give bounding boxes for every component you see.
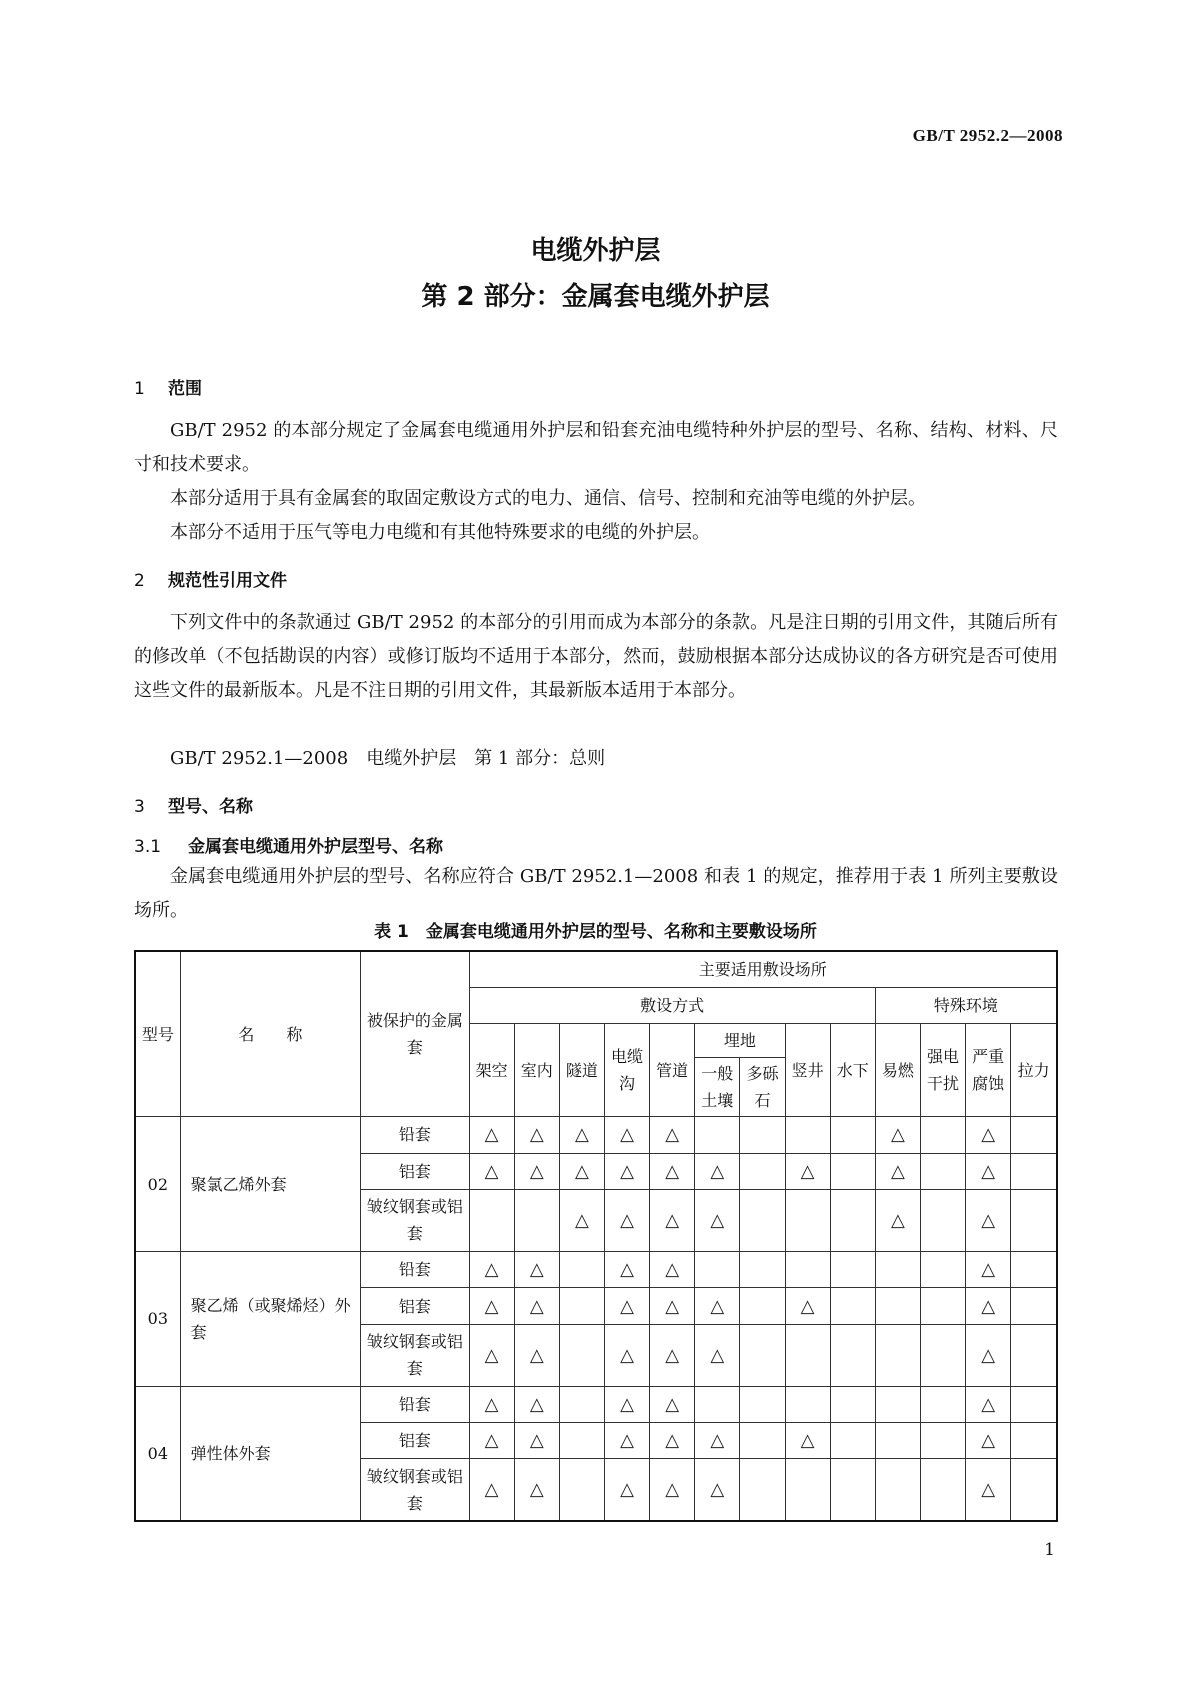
applicability-cell	[875, 1117, 920, 1153]
applicability-cell	[469, 1324, 514, 1386]
applicability-cell	[830, 1386, 875, 1422]
applicability-cell	[966, 1423, 1011, 1459]
section-1-paragraph-2: 本部分适用于具有金属套的取固定敷设方式的电力、通信、信号、控制和充油等电缆的外护层。	[170, 488, 926, 509]
applicability-cell	[740, 1251, 785, 1287]
header-buried: 埋地	[695, 1024, 785, 1058]
type-code: 03	[135, 1251, 180, 1386]
applicability-cell	[514, 1117, 559, 1153]
applicability-cell	[695, 1459, 740, 1521]
protected-sheath: 皱纹钢套或铝套	[361, 1324, 469, 1386]
triangle-mark: △	[890, 1124, 905, 1146]
applicability-cell	[650, 1251, 695, 1287]
header-duct: 管道	[650, 1024, 695, 1117]
section-2-paragraph-1: 下列文件中的条款通过 GB/T 2952 的本部分的引用而成为本部分的条款。凡是注日期的引用文件，其随后所有的修改单（不包括勘误的内容）或修订版均不适用于本部分，然而，鼓励根据本部分达成协议的各方研究是否可使用这些文件的最新版本。凡是不注日期的引用文件，其最新版本适用于本部分。	[134, 612, 1058, 701]
triangle-mark: △	[800, 1430, 815, 1452]
triangle-mark: △	[484, 1344, 499, 1366]
applicability-cell	[1011, 1386, 1057, 1422]
applicability-cell	[514, 1324, 559, 1386]
section-1-paragraph-3: 本部分不适用于压气等电力电缆和有其他特殊要求的电缆的外护层。	[170, 522, 710, 543]
section-number: 1	[134, 379, 145, 399]
applicability-cell	[650, 1459, 695, 1521]
section-title: 范围	[168, 379, 202, 399]
document-subtitle: 第 2 部分：金属套电缆外护层	[421, 282, 770, 312]
applicability-cell	[650, 1386, 695, 1422]
section-title: 型号、名称	[168, 797, 253, 817]
applicability-cell	[785, 1251, 830, 1287]
protected-sheath: 铝套	[361, 1423, 469, 1459]
header-special-environment: 特殊环境	[875, 987, 1057, 1023]
applicability-cell	[469, 1189, 514, 1251]
applicability-cell	[785, 1117, 830, 1153]
applicability-cell	[650, 1189, 695, 1251]
header-type: 型号	[135, 951, 180, 1117]
applicability-cell	[875, 1386, 920, 1422]
applicability-cell	[785, 1459, 830, 1521]
triangle-mark: △	[529, 1124, 544, 1146]
applicability-cell	[875, 1189, 920, 1251]
applicability-cell	[830, 1189, 875, 1251]
applicability-cell	[875, 1324, 920, 1386]
applicability-cell	[559, 1189, 604, 1251]
applicability-cell	[695, 1386, 740, 1422]
applicability-cell	[650, 1153, 695, 1189]
table-body	[135, 1117, 1057, 1521]
table-caption: 表 1 金属套电缆通用外护层的型号、名称和主要敷设场所	[374, 922, 817, 942]
applicability-cell	[469, 1251, 514, 1287]
type-code: 02	[135, 1117, 180, 1252]
applicability-cell	[604, 1251, 649, 1287]
triangle-mark: △	[529, 1479, 544, 1501]
header-tension: 拉力	[1011, 1024, 1057, 1117]
cable-sheath-table	[134, 950, 1058, 1522]
triangle-mark: △	[620, 1295, 634, 1317]
applicability-cell	[650, 1117, 695, 1153]
triangle-mark: △	[710, 1295, 725, 1317]
applicability-cell	[695, 1288, 740, 1324]
applicability-cell	[966, 1324, 1011, 1386]
triangle-mark: △	[620, 1209, 634, 1231]
triangle-mark: △	[529, 1393, 544, 1415]
header-severe-corrosion: 严重腐蚀	[966, 1024, 1011, 1117]
applicability-cell	[695, 1153, 740, 1189]
triangle-mark: △	[665, 1209, 680, 1231]
header-aerial: 架空	[469, 1024, 514, 1117]
sheath-name: 弹性体外套	[180, 1386, 361, 1521]
section-3-1-paragraph: 金属套电缆通用外护层的型号、名称应符合 GB/T 2952.1—2008 和表 1 的规定，推荐用于表 1 所列主要敷设场所。	[134, 866, 1058, 921]
applicability-cell	[469, 1117, 514, 1153]
applicability-cell	[469, 1423, 514, 1459]
type-code: 04	[135, 1386, 180, 1521]
applicability-cell	[785, 1153, 830, 1189]
applicability-cell	[1011, 1423, 1057, 1459]
triangle-mark: △	[800, 1160, 815, 1182]
header-indoor: 室内	[514, 1024, 559, 1117]
section-number: 3	[134, 797, 145, 817]
triangle-mark: △	[981, 1160, 996, 1182]
applicability-cell	[920, 1324, 965, 1386]
applicability-cell	[785, 1288, 830, 1324]
applicability-cell	[830, 1153, 875, 1189]
header-general-soil: 一般土壤	[695, 1058, 740, 1117]
triangle-mark: △	[981, 1209, 996, 1231]
applicability-cell	[559, 1386, 604, 1422]
applicability-cell	[695, 1324, 740, 1386]
applicability-cell	[469, 1459, 514, 1521]
applicability-cell	[604, 1423, 649, 1459]
section-3-heading	[134, 792, 253, 817]
triangle-mark: △	[800, 1295, 815, 1317]
protected-sheath: 铝套	[361, 1288, 469, 1324]
applicability-cell	[966, 1386, 1011, 1422]
applicability-cell	[920, 1153, 965, 1189]
applicability-cell	[740, 1288, 785, 1324]
applicability-cell	[650, 1324, 695, 1386]
applicability-cell	[740, 1386, 785, 1422]
section-2-heading	[134, 566, 287, 591]
applicability-cell	[830, 1324, 875, 1386]
applicability-cell	[514, 1251, 559, 1287]
applicability-cell	[514, 1459, 559, 1521]
triangle-mark: △	[620, 1259, 634, 1281]
applicability-cell	[920, 1251, 965, 1287]
triangle-mark: △	[981, 1295, 996, 1317]
applicability-cell	[740, 1117, 785, 1153]
applicability-cell	[740, 1459, 785, 1521]
triangle-mark: △	[710, 1430, 725, 1452]
triangle-mark: △	[574, 1209, 589, 1231]
triangle-mark: △	[665, 1295, 680, 1317]
applicability-cell	[1011, 1117, 1057, 1153]
applicability-cell	[785, 1386, 830, 1422]
protected-sheath: 铅套	[361, 1117, 469, 1153]
applicability-cell	[830, 1288, 875, 1324]
header-name: 名 称	[180, 951, 361, 1117]
applicability-cell	[1011, 1324, 1057, 1386]
header-main-sites: 主要适用敷设场所	[469, 951, 1057, 987]
triangle-mark: △	[484, 1479, 499, 1501]
triangle-mark: △	[620, 1430, 634, 1452]
applicability-cell	[966, 1189, 1011, 1251]
triangle-mark: △	[710, 1344, 725, 1366]
header-strong-interference: 强电干扰	[920, 1024, 965, 1117]
protected-sheath: 铝套	[361, 1153, 469, 1189]
protected-sheath: 铅套	[361, 1251, 469, 1287]
applicability-cell	[966, 1288, 1011, 1324]
header-gravel: 多砾石	[740, 1058, 785, 1117]
sheath-name: 聚乙烯（或聚烯烃）外套	[180, 1251, 361, 1386]
applicability-cell	[604, 1386, 649, 1422]
applicability-cell	[604, 1117, 649, 1153]
applicability-cell	[695, 1251, 740, 1287]
applicability-cell	[785, 1423, 830, 1459]
triangle-mark: △	[981, 1344, 996, 1366]
subsection-3-1-heading	[134, 832, 443, 857]
triangle-mark: △	[529, 1430, 544, 1452]
applicability-cell	[1011, 1153, 1057, 1189]
protected-sheath: 皱纹钢套或铝套	[361, 1459, 469, 1521]
triangle-mark: △	[981, 1393, 996, 1415]
applicability-cell	[875, 1288, 920, 1324]
applicability-cell	[740, 1423, 785, 1459]
applicability-cell	[920, 1459, 965, 1521]
applicability-cell	[514, 1189, 559, 1251]
applicability-cell	[559, 1459, 604, 1521]
applicability-cell	[830, 1117, 875, 1153]
section-title: 规范性引用文件	[168, 571, 287, 591]
triangle-mark: △	[620, 1344, 634, 1366]
section-1-heading	[134, 374, 202, 399]
header-protected-sheath: 被保护的金属套	[361, 951, 469, 1117]
table-row	[135, 1251, 1057, 1287]
applicability-cell	[830, 1251, 875, 1287]
triangle-mark: △	[484, 1160, 499, 1182]
applicability-cell	[740, 1153, 785, 1189]
triangle-mark: △	[484, 1259, 499, 1281]
applicability-cell	[966, 1153, 1011, 1189]
applicability-cell	[920, 1386, 965, 1422]
triangle-mark: △	[484, 1295, 499, 1317]
applicability-cell	[650, 1423, 695, 1459]
triangle-mark: △	[981, 1479, 996, 1501]
applicability-cell	[966, 1459, 1011, 1521]
applicability-cell	[1011, 1251, 1057, 1287]
triangle-mark: △	[484, 1124, 499, 1146]
applicability-cell	[559, 1117, 604, 1153]
applicability-cell	[604, 1153, 649, 1189]
triangle-mark: △	[620, 1124, 634, 1146]
triangle-mark: △	[710, 1209, 725, 1231]
applicability-cell	[920, 1423, 965, 1459]
triangle-mark: △	[529, 1259, 544, 1281]
subsection-number: 3.1	[134, 837, 162, 857]
triangle-mark: △	[665, 1160, 680, 1182]
triangle-mark: △	[620, 1479, 634, 1501]
protected-sheath: 铅套	[361, 1386, 469, 1422]
header-tunnel: 隧道	[559, 1024, 604, 1117]
triangle-mark: △	[665, 1479, 680, 1501]
applicability-cell	[469, 1288, 514, 1324]
applicability-cell	[740, 1324, 785, 1386]
triangle-mark: △	[484, 1430, 499, 1452]
triangle-mark: △	[574, 1124, 589, 1146]
applicability-cell	[740, 1189, 785, 1251]
applicability-cell	[785, 1324, 830, 1386]
applicability-cell	[875, 1423, 920, 1459]
triangle-mark: △	[710, 1160, 725, 1182]
applicability-cell	[514, 1153, 559, 1189]
applicability-cell	[875, 1251, 920, 1287]
table-row	[135, 1386, 1057, 1422]
applicability-cell	[1011, 1288, 1057, 1324]
triangle-mark: △	[981, 1259, 996, 1281]
triangle-mark: △	[529, 1344, 544, 1366]
triangle-mark: △	[710, 1479, 725, 1501]
applicability-cell	[604, 1324, 649, 1386]
applicability-cell	[695, 1423, 740, 1459]
triangle-mark: △	[665, 1259, 680, 1281]
applicability-cell	[920, 1189, 965, 1251]
document-title: 电缆外护层	[530, 236, 661, 266]
triangle-mark: △	[665, 1393, 680, 1415]
applicability-cell	[559, 1288, 604, 1324]
applicability-cell	[559, 1324, 604, 1386]
applicability-cell	[559, 1153, 604, 1189]
section-1-paragraph-1: GB/T 2952 的本部分规定了金属套电缆通用外护层和铅套充油电缆特种外护层的型号、名称、结构、材料、尺寸和技术要求。	[134, 420, 1058, 475]
header-shaft: 竖井	[785, 1024, 830, 1117]
triangle-mark: △	[529, 1295, 544, 1317]
protected-sheath: 皱纹钢套或铝套	[361, 1189, 469, 1251]
applicability-cell	[920, 1117, 965, 1153]
standard-code: GB/T 2952.2—2008	[912, 126, 1063, 145]
applicability-cell	[785, 1189, 830, 1251]
page-number: 1	[1044, 1540, 1055, 1560]
applicability-cell	[875, 1153, 920, 1189]
applicability-cell	[469, 1386, 514, 1422]
applicability-cell	[695, 1117, 740, 1153]
triangle-mark: △	[529, 1160, 544, 1182]
applicability-cell	[650, 1288, 695, 1324]
section-number: 2	[134, 571, 145, 591]
triangle-mark: △	[981, 1430, 996, 1452]
applicability-cell	[695, 1189, 740, 1251]
triangle-mark: △	[890, 1160, 905, 1182]
applicability-cell	[920, 1288, 965, 1324]
header-flammable: 易燃	[875, 1024, 920, 1117]
triangle-mark: △	[620, 1160, 634, 1182]
applicability-cell	[514, 1288, 559, 1324]
applicability-cell	[875, 1459, 920, 1521]
applicability-cell	[966, 1251, 1011, 1287]
applicability-cell	[604, 1288, 649, 1324]
applicability-cell	[1011, 1189, 1057, 1251]
applicability-cell	[1011, 1459, 1057, 1521]
triangle-mark: △	[665, 1344, 680, 1366]
applicability-cell	[604, 1459, 649, 1521]
header-underwater: 水下	[830, 1024, 875, 1117]
subsection-title: 金属套电缆通用外护层型号、名称	[188, 837, 443, 857]
table-row	[135, 1117, 1057, 1153]
applicability-cell	[559, 1423, 604, 1459]
applicability-cell	[514, 1423, 559, 1459]
applicability-cell	[830, 1423, 875, 1459]
applicability-cell	[559, 1251, 604, 1287]
applicability-cell	[469, 1153, 514, 1189]
triangle-mark: △	[890, 1209, 905, 1231]
applicability-cell	[966, 1117, 1011, 1153]
triangle-mark: △	[484, 1393, 499, 1415]
applicability-cell	[514, 1386, 559, 1422]
header-cable-trench: 电缆沟	[604, 1024, 649, 1117]
triangle-mark: △	[665, 1124, 680, 1146]
normative-reference: GB/T 2952.1—2008 电缆外护层 第 1 部分：总则	[170, 748, 606, 769]
triangle-mark: △	[620, 1393, 634, 1415]
applicability-cell	[830, 1459, 875, 1521]
sheath-name: 聚氯乙烯外套	[180, 1117, 361, 1252]
applicability-cell	[604, 1189, 649, 1251]
triangle-mark: △	[981, 1124, 996, 1146]
header-laying-method: 敷设方式	[469, 987, 875, 1023]
triangle-mark: △	[665, 1430, 680, 1452]
triangle-mark: △	[574, 1160, 589, 1182]
